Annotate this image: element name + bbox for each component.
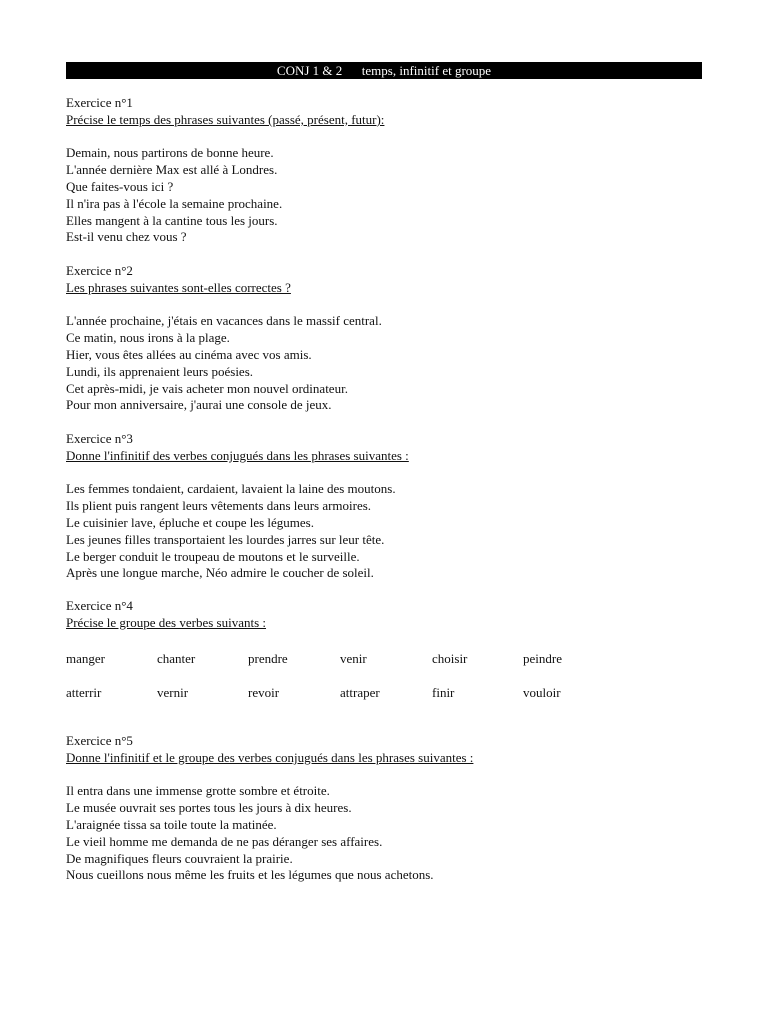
exercise-title: Exercice n°4 bbox=[66, 598, 133, 613]
exercise-1 bbox=[66, 95, 706, 246]
sentence: Ils plient puis rangent leurs vêtements dans leurs armoires. bbox=[66, 498, 372, 514]
verb-item: vouloir bbox=[523, 685, 561, 700]
exercise-title: Exercice n°2 bbox=[66, 263, 133, 278]
verb-item: revoir bbox=[248, 685, 280, 700]
verbs-row-1 bbox=[66, 650, 706, 667]
exercise-instruction: Donne l'infinitif et le groupe des verbes conjugués dans les phrases suivantes : bbox=[66, 749, 474, 765]
sentence: Il entra dans une immense grotte sombre et étroite. bbox=[66, 783, 330, 799]
exercise-instruction: Les phrases suivantes sont-elles correctes ? bbox=[66, 279, 291, 295]
sentence: Que faites-vous ici ? bbox=[66, 178, 174, 194]
sentence: Il n'ira pas à l'école la semaine prochaine. bbox=[66, 195, 283, 211]
verb-item: prendre bbox=[248, 651, 288, 666]
sentence: Lundi, ils apprenaient leurs poésies. bbox=[66, 363, 254, 379]
verb-item: vernir bbox=[157, 685, 189, 700]
sentence: Est-il venu chez vous ? bbox=[66, 229, 187, 245]
exercise-2 bbox=[66, 263, 706, 414]
exercise-instruction: Précise le temps des phrases suivantes (passé, présent, futur): bbox=[66, 111, 385, 127]
sentence: Les femmes tondaient, cardaient, lavaient la laine des moutons. bbox=[66, 481, 396, 497]
sentence: Le cuisinier lave, épluche et coupe les légumes. bbox=[66, 514, 314, 530]
verb-item: peindre bbox=[523, 651, 562, 666]
sentence: Elles mangent à la cantine tous les jours. bbox=[66, 212, 278, 228]
exercise-title: Exercice n°5 bbox=[66, 733, 133, 748]
sentence: Nous cueillons nous même les fruits et les légumes que nous achetons. bbox=[66, 867, 434, 883]
sentence: L'araignée tissa sa toile toute la matinée. bbox=[66, 816, 277, 832]
verb-item: chanter bbox=[157, 651, 196, 666]
exercise-3 bbox=[66, 431, 706, 582]
verb-item: manger bbox=[66, 651, 105, 666]
sentence: Demain, nous partirons de bonne heure. bbox=[66, 145, 274, 161]
sentence: Le musée ouvrait ses portes tous les jours à dix heures. bbox=[66, 800, 352, 816]
sentence: Après une longue marche, Néo admire le coucher de soleil. bbox=[66, 565, 374, 581]
verb-item: choisir bbox=[432, 651, 468, 666]
verb-item: atterrir bbox=[66, 685, 102, 700]
sentence: L'année dernière Max est allé à Londres. bbox=[66, 162, 278, 178]
verbs-row-2 bbox=[66, 684, 706, 701]
exercise-5 bbox=[66, 733, 706, 884]
exercise-instruction: Donne l'infinitif des verbes conjugués dans les phrases suivantes : bbox=[66, 447, 409, 463]
sentence: Le berger conduit le troupeau de moutons et le surveille. bbox=[66, 548, 360, 564]
header-right: temps, infinitif et groupe bbox=[361, 63, 492, 78]
verb-item: finir bbox=[432, 685, 455, 700]
sentence: Pour mon anniversaire, j'aurai une console de jeux. bbox=[66, 397, 332, 413]
header-left: CONJ 1 & 2 bbox=[276, 63, 343, 78]
sentence: Le vieil homme me demanda de ne pas déranger ses affaires. bbox=[66, 833, 383, 849]
sentence: Hier, vous êtes allées au cinéma avec vos amis. bbox=[66, 346, 312, 362]
sentence: Cet après-midi, je vais acheter mon nouvel ordinateur. bbox=[66, 380, 348, 396]
verb-item: venir bbox=[340, 651, 367, 666]
verb-item: attraper bbox=[340, 685, 380, 700]
exercise-title: Exercice n°3 bbox=[66, 431, 133, 446]
exercise-instruction: Précise le groupe des verbes suivants : bbox=[66, 614, 267, 630]
sentence: De magnifiques fleurs couvraient la prairie. bbox=[66, 850, 293, 866]
header-bar bbox=[66, 62, 702, 79]
exercise-4 bbox=[66, 598, 706, 632]
sentence: Les jeunes filles transportaient les lourdes jarres sur leur tête. bbox=[66, 531, 385, 547]
sentence: L'année prochaine, j'étais en vacances dans le massif central. bbox=[66, 313, 382, 329]
exercise-title: Exercice n°1 bbox=[66, 95, 133, 110]
sentence: Ce matin, nous irons à la plage. bbox=[66, 330, 230, 346]
